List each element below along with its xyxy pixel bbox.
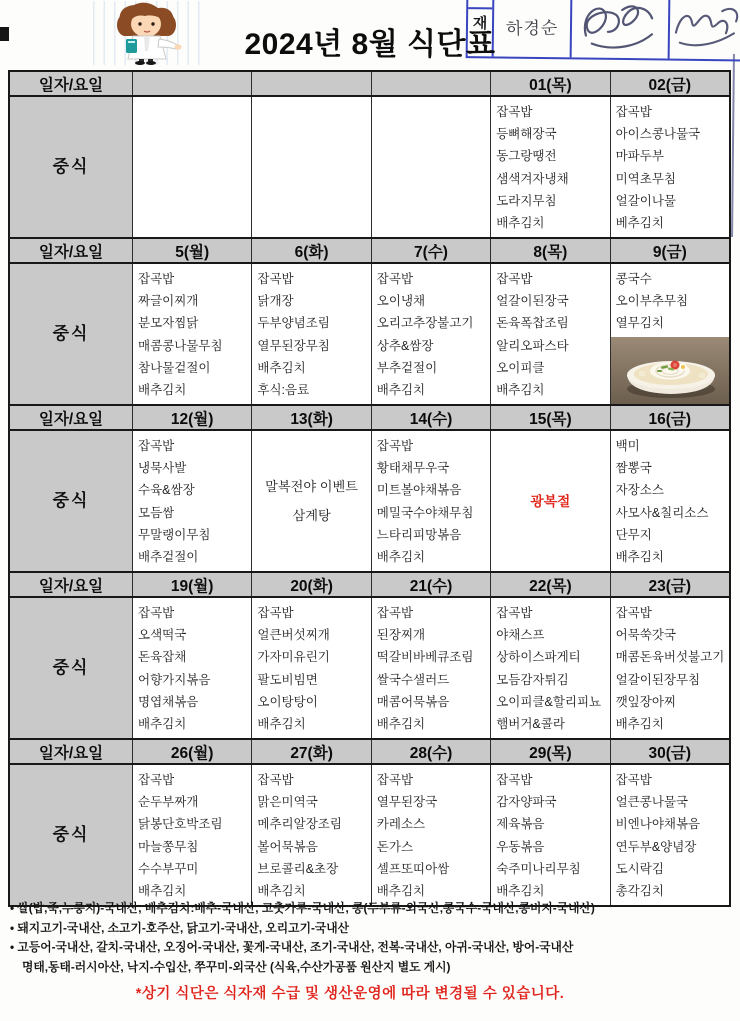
menu-item: 브로콜리&초장 <box>257 861 339 876</box>
date-header-cell: 19(월) <box>132 573 251 596</box>
date-day-header-label: 일자/요일 <box>38 243 104 261</box>
menu-cell <box>251 431 370 571</box>
date-header-cell: 02(금) <box>610 72 729 95</box>
menu-item: 돈가스 <box>376 839 414 854</box>
menu-row <box>10 264 729 404</box>
menu-item: 배추김치 <box>257 717 306 732</box>
menu-item: 사모사&칠리소스 <box>615 505 709 520</box>
origin-note-line: • 고등어-국내산, 갈치-국내산, 오징어-국내산, 꽃게-국내산, 조기-국내산, 전복-국내산, 아귀-국내산, 방어-국내산 <box>10 940 574 954</box>
menu-item: 도라지무침 <box>496 193 557 208</box>
menu-item: 떡갈비바베큐조림 <box>376 650 474 665</box>
menu-item: 배추김치 <box>496 383 545 398</box>
menu-cell <box>132 765 251 905</box>
menu-item: 매콤돈육버섯불고기 <box>615 650 725 665</box>
origin-note-line: • 돼지고기-국내산, 소고기-호주산, 닭고기-국내산, 오리고기-국내산 <box>10 920 350 935</box>
menu-item: 오이피클&할리피뇨 <box>496 694 602 709</box>
menu-item: 돈육잡채 <box>138 650 187 665</box>
menu-item: 배추김치 <box>615 717 664 732</box>
meal-row-label: 중식 <box>10 431 132 571</box>
date-header-cell: 9(금) <box>610 239 729 262</box>
menu-item: 잡곡밥 <box>615 606 652 620</box>
menu-item: 수육&쌈장 <box>138 483 195 498</box>
origin-notes <box>10 899 736 977</box>
menu-item: 야채스프 <box>496 628 545 643</box>
menu-item: 잡곡밥 <box>138 606 175 620</box>
date-header-cell: 16(금) <box>610 406 729 429</box>
menu-item: 오색떡국 <box>138 628 187 643</box>
menu-table <box>8 70 731 907</box>
meal-row-label: 중식 <box>10 97 132 237</box>
date-header-cell: 13(화) <box>251 406 370 429</box>
menu-cell <box>371 765 490 905</box>
menu-cell <box>490 598 609 738</box>
menu-item: 명엽채볶음 <box>138 694 199 709</box>
menu-item: 감자양파국 <box>496 795 557 810</box>
menu-item: 분모자찜닭 <box>138 316 199 331</box>
menu-item: 얼갈이된장무침 <box>615 672 701 687</box>
menu-cell <box>610 431 729 571</box>
menu-item: 매콤콩나물무침 <box>138 338 223 353</box>
menu-item: 잡곡밥 <box>496 272 533 286</box>
menu-row <box>10 765 729 905</box>
menu-item: 어묵쑥갓국 <box>615 628 676 643</box>
date-header-cell <box>251 72 370 95</box>
kongguksu-noodle-photo <box>611 337 729 404</box>
menu-item: 잡곡밥 <box>376 773 414 787</box>
menu-item: 모듬쌈 <box>138 505 175 520</box>
menu-item: 잡곡밥 <box>496 773 533 787</box>
menu-item: 무말랭이무침 <box>138 527 211 542</box>
date-header-row <box>10 237 729 264</box>
date-header-cell <box>132 72 251 95</box>
menu-item: 제육볶음 <box>496 817 545 832</box>
date-header-cell: 5(월) <box>132 239 251 262</box>
menu-item: 잡곡밥 <box>615 105 652 119</box>
date-header-cell: 27(화) <box>251 740 370 763</box>
menu-item: 단무지 <box>615 527 652 542</box>
menu-item: 백미 <box>615 439 640 453</box>
menu-item: 오이피클 <box>496 360 545 375</box>
menu-item: 배추김치 <box>138 717 187 732</box>
menu-cell <box>251 598 370 738</box>
menu-item: 오이냉채 <box>376 294 426 309</box>
menu-item: 베추김치 <box>615 216 664 231</box>
menu-cell <box>251 264 370 404</box>
menu-item: 매콤어묵볶음 <box>376 694 450 709</box>
menu-item: 순두부짜개 <box>138 795 199 810</box>
menu-item: 숙주미나리무침 <box>496 861 581 876</box>
event-label: 삼계탕 <box>292 508 331 523</box>
menu-item: 오리고추장불고기 <box>376 316 474 331</box>
menu-item: 카레소스 <box>376 817 426 832</box>
menu-item: 셀프또띠아쌈 <box>376 861 450 876</box>
menu-cell <box>132 598 251 738</box>
menu-item: 연두부&양념장 <box>615 839 697 854</box>
menu-item: 배추겉절이 <box>138 550 199 565</box>
menu-item: 잡곡밥 <box>376 272 414 286</box>
stamp-label: 재 <box>472 15 488 33</box>
date-header-cell: 20(화) <box>251 573 370 596</box>
menu-item: 얼큰콩나물국 <box>615 795 689 810</box>
menu-item: 열무김치 <box>615 316 664 331</box>
menu-cell <box>371 431 490 571</box>
menu-cell <box>371 598 490 738</box>
menu-cell <box>490 765 609 905</box>
menu-cell <box>610 97 729 237</box>
menu-item: 쌀국수샐러드 <box>376 672 450 687</box>
menu-item: 두부양념조림 <box>257 316 330 331</box>
menu-item: 부추겉절이 <box>376 360 438 375</box>
menu-item: 잡곡밥 <box>496 105 533 119</box>
date-header-cell: 28(수) <box>371 740 490 763</box>
menu-item: 잡곡밥 <box>138 272 175 286</box>
menu-item: 메추리알장조림 <box>257 817 342 832</box>
menu-item: 배추김치 <box>376 383 426 398</box>
menu-item: 메밀국수야채무침 <box>376 505 474 520</box>
menu-item: 배추김치 <box>376 550 426 565</box>
event-label: 말복전야 이벤트 <box>265 479 359 494</box>
menu-item: 비엔나야채볶음 <box>615 817 701 832</box>
menu-item: 등뼈해장국 <box>496 127 557 142</box>
menu-item: 콩국수 <box>615 272 652 286</box>
date-header-cell: 8(목) <box>490 239 609 262</box>
menu-item: 잡곡밥 <box>496 606 533 620</box>
menu-item: 가자미유린기 <box>257 650 330 665</box>
menu-item: 얼큰버섯찌개 <box>257 628 330 643</box>
menu-item: 마파두부 <box>615 149 664 164</box>
menu-item: 잡곡밥 <box>138 439 175 453</box>
menu-item: 배추김치 <box>376 717 426 732</box>
menu-item: 황태채무우국 <box>376 461 450 476</box>
menu-cell <box>610 264 729 404</box>
holiday-label: 광복절 <box>530 493 571 509</box>
menu-cell <box>371 264 490 404</box>
meal-row-label: 중식 <box>10 264 132 404</box>
menu-item: 마늘쫑무침 <box>138 839 199 854</box>
menu-item: 동그랑땡전 <box>496 149 557 164</box>
meal-row-label: 중식 <box>10 765 132 905</box>
menu-item: 열무된장무침 <box>257 338 330 353</box>
date-header-cell: 14(수) <box>371 406 490 429</box>
menu-item: 열무된장국 <box>376 795 438 810</box>
date-header-cell: 26(월) <box>132 740 251 763</box>
menu-item: 잡곡밥 <box>376 606 414 620</box>
menu-item: 햄버거&콜라 <box>496 717 565 732</box>
menu-item: 배추김치 <box>376 884 426 899</box>
menu-item: 아이스콩나물국 <box>615 127 701 142</box>
date-header-cell: 21(수) <box>371 573 490 596</box>
menu-item: 수수부꾸미 <box>138 861 199 876</box>
menu-item: 총각김치 <box>615 884 664 899</box>
menu-item: 팔도비빔면 <box>257 672 318 687</box>
menu-cell <box>132 431 251 571</box>
menu-item: 닭개장 <box>257 294 294 309</box>
menu-item: 잡곡밥 <box>257 773 294 787</box>
menu-item: 잡곡밥 <box>257 606 294 620</box>
menu-cell <box>132 97 251 237</box>
menu-item: 배추김치 <box>496 884 545 899</box>
menu-item: 미트볼야채볶음 <box>376 483 462 498</box>
menu-item: 어향가지볶음 <box>138 672 211 687</box>
menu-item: 배추김치 <box>138 383 187 398</box>
menu-cell <box>490 431 609 571</box>
origin-note-line: • 쌀(밥,죽,누룽지)-국내산, 배추김치:배추-국내산, 고춧가루-국내산, 콩(두부류-외국산,콩국수-국내산,콩비지-국내산) <box>10 901 595 915</box>
menu-row <box>10 598 729 738</box>
menu-item: 상추&쌈장 <box>376 338 434 353</box>
menu-item: 미역초무침 <box>615 171 676 186</box>
date-header-cell <box>371 72 490 95</box>
menu-item: 배추김치 <box>496 216 545 231</box>
menu-item: 볼어묵볶음 <box>257 839 318 854</box>
meal-row-label: 중식 <box>10 598 132 738</box>
menu-row <box>10 431 729 571</box>
date-day-header-label: 일자/요일 <box>38 410 104 428</box>
date-header-cell: 22(목) <box>490 573 609 596</box>
menu-item: 냉묵사발 <box>138 461 187 476</box>
menu-item: 자장소스 <box>615 483 664 498</box>
menu-item: 잡곡밥 <box>257 272 294 286</box>
page-title: 2024년 8월 식단표 <box>244 28 496 61</box>
menu-item: 배추김치 <box>138 884 187 899</box>
menu-item: 잡곡밥 <box>138 773 175 787</box>
menu-item: 후식:음료 <box>257 383 310 398</box>
date-header-cell: 15(목) <box>490 406 609 429</box>
date-header-row <box>10 404 729 431</box>
date-header-cell: 29(목) <box>490 740 609 763</box>
menu-item: 도시락김 <box>615 861 664 876</box>
menu-item: 배추김치 <box>257 360 306 375</box>
menu-item: 오이탕탕이 <box>257 694 318 709</box>
menu-cell <box>610 765 729 905</box>
change-notice: *상기 식단은 식자재 수급 및 생산운영에 따라 변경될 수 있습니다. <box>135 986 565 1002</box>
menu-cell <box>251 765 370 905</box>
menu-item: 배추김치 <box>615 550 664 565</box>
origin-note-line: 명태,동태-러시아산, 낙지-수입산, 쭈꾸미-외국산 (식육,수산가공품 원산지 별도 게시) <box>22 959 451 974</box>
menu-cell <box>490 97 609 237</box>
menu-item: 닭봉단호박조림 <box>138 817 223 832</box>
date-header-cell: 23(금) <box>610 573 729 596</box>
date-header-cell: 7(수) <box>371 239 490 262</box>
menu-item: 참나물겉절이 <box>138 360 211 375</box>
menu-item: 짜글이찌개 <box>138 294 199 309</box>
menu-item: 우동볶음 <box>496 839 545 854</box>
menu-item: 모듬감자튀김 <box>496 672 569 687</box>
menu-item: 된장찌개 <box>376 628 426 643</box>
menu-item: 샘색겨자냉채 <box>496 171 569 186</box>
date-header-row <box>10 571 729 598</box>
menu-cell <box>610 598 729 738</box>
date-day-header-label: 일자/요일 <box>38 577 104 595</box>
menu-item: 잡곡밥 <box>376 439 414 453</box>
menu-item: 짬뽕국 <box>615 461 652 476</box>
date-header-cell: 6(화) <box>251 239 370 262</box>
menu-item: 상하이스파게티 <box>496 650 581 665</box>
date-day-header-label: 일자/요일 <box>38 744 104 762</box>
menu-item: 배추김치 <box>257 884 306 899</box>
menu-item: 얼갈이된장국 <box>496 294 569 309</box>
date-header-cell: 12(월) <box>132 406 251 429</box>
date-header-cell: 30(금) <box>610 740 729 763</box>
menu-item: 얼갈이나물 <box>615 193 676 208</box>
date-day-header-label: 일자/요일 <box>38 76 104 94</box>
pen-stroke-line <box>731 54 735 237</box>
menu-item: 잡곡밥 <box>615 773 652 787</box>
date-header-cell: 01(목) <box>490 72 609 95</box>
menu-item: 알리오파스타 <box>496 338 569 353</box>
menu-cell <box>132 264 251 404</box>
menu-item: 깻잎장아찌 <box>615 694 676 709</box>
approver-name: 하경순 <box>505 17 559 38</box>
date-header-row <box>10 738 729 765</box>
menu-row <box>10 97 729 237</box>
menu-item: 오이부추무침 <box>615 294 689 309</box>
menu-cell <box>490 264 609 404</box>
menu-cell <box>251 97 370 237</box>
menu-item: 맑은미역국 <box>257 795 318 810</box>
date-header-row <box>10 72 729 97</box>
menu-cell <box>371 97 490 237</box>
menu-item: 돈육폭찹조림 <box>496 316 569 331</box>
menu-item: 느타리피망볶음 <box>376 527 462 542</box>
